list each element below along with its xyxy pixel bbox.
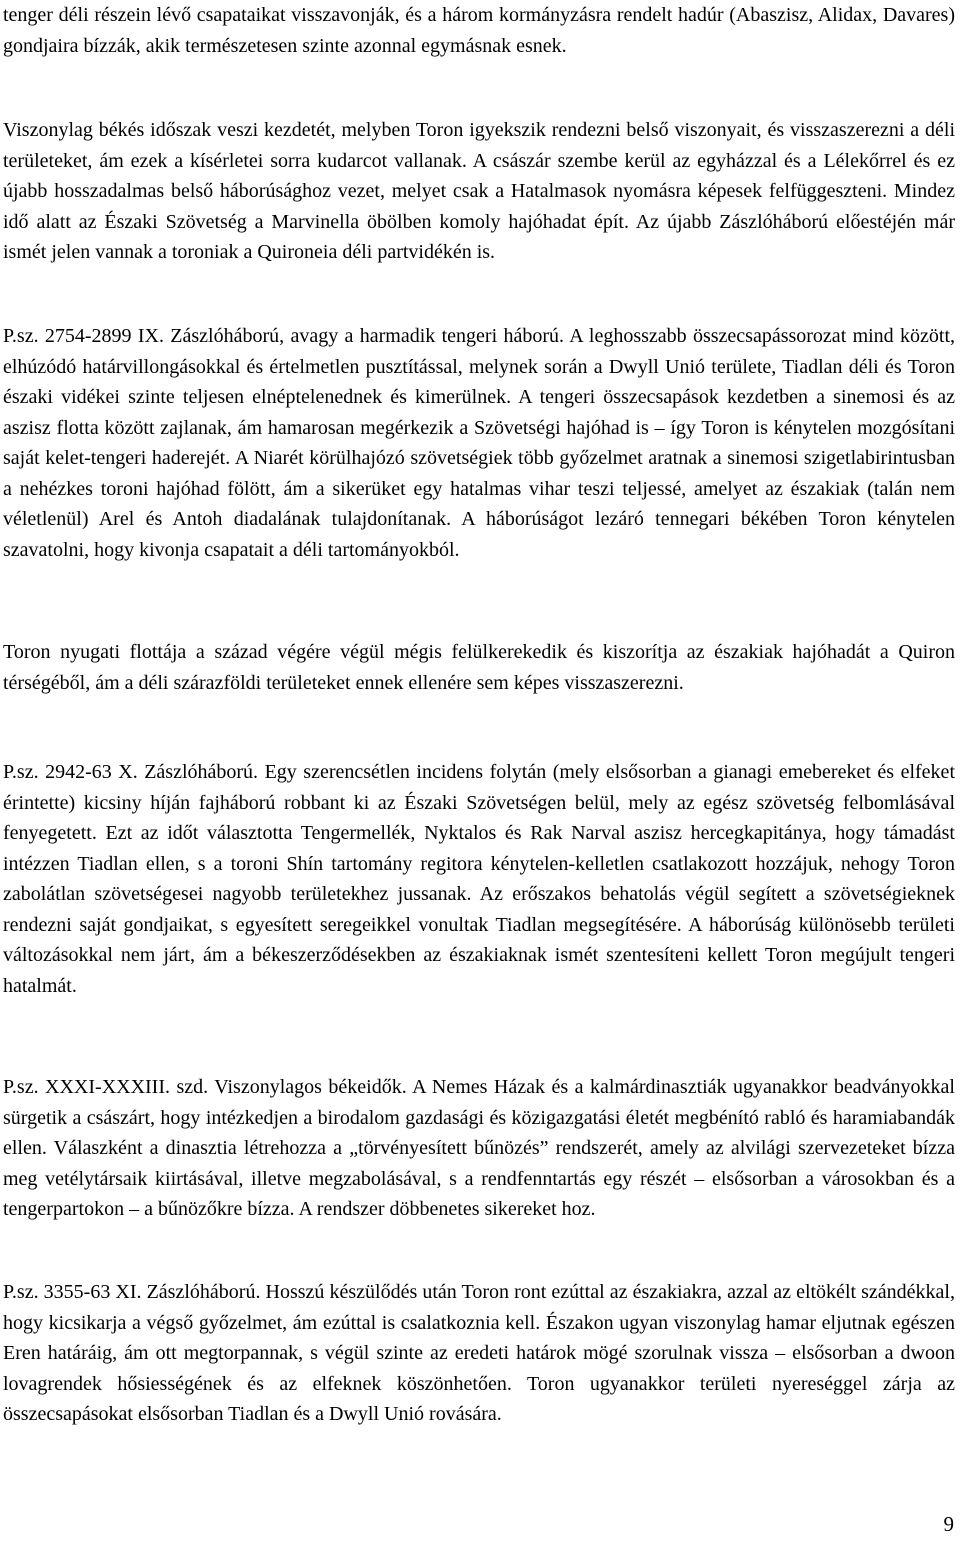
paragraph-peace-times: P.sz. XXXI-XXXIII. szd. Viszonylagos békeidők. A Nemes Házak és a kalmárdinasztiák ugyanakkor beadványokkal sürgetik a császárt, hogy intézkedjen a birodalom gazdasági és közigazgatási életét megbénító rabló és haramiabandák ellen. Válaszként a dinasztia létrehozza a „törvényesített bűnözés” rendszerét, amely az alvilági szervezeteket bízza meg vetélytársaik kiirtásával, illetve megzabolásával, s a rendfenntartás egy részét – elsősorban a városokban és a tengerpartokon – a bűnözőkre bízza. A rendszer döbbenetes sikereket hoz. bbox=[3, 1076, 955, 1220]
paragraph-continuation: tenger déli részein lévő csapataikat visszavonják, és a három kormányzásra rendelt hadúr (Abaszisz, Alidax, Davares) gondjaira bízzák, akik természetesen szinte azonnal egymásnak esnek. bbox=[3, 4, 955, 57]
paragraph-ninth-flag-war: P.sz. 2754-2899 IX. Zászlóháború, avagy a harmadik tengeri háború. A leghosszabb összecsapássorozat mind között, elhúzódó határvillongásokkal és értelmetlen pusztítással, melynek során a Dwyll Unió területe, Tiadlan déli és Toron északi vidékei szinte teljesen elnéptelenednek és kimerülnek. A tengeri összecsapások kezdetben a sinemosi és az aszisz flotta között zajlanak, ám hamarosan megérkezik a Szövetségi hajóhad is – így Toron is kénytelen mozgósítani saját kelet-tengeri haderejét. A Niarét körülhajózó szövetségiek több győzelmet aratnak a sinemosi szigetlabirintusban a nehézkes toroni hajóhad fölött, ám a sikerüket egy hatalmas vihar teszi teljessé, amelyet az északiak (talán nem véletlenül) Arel és Antoh diadalának tulajdonítanak. A háborúságot lezáró tennegari békében Toron kénytelen szavatolni, hogy kivonja csapatait a déli tartományokból. bbox=[3, 325, 955, 561]
paragraph-peace-period: Viszonylag békés időszak veszi kezdetét, melyben Toron igyekszik rendezni belső viszonyait, és visszaszerezni a déli területeket, ám ezek a kísérletei sorra kudarcot vallanak. A császár szembe kerül az egyházzal és a Lélekőrrel és ez újabb hosszadalmas belső háborúsághoz vezet, melyet csak a Hatalmasok nyomásra képesek felfüggeszteni. Mindez idő alatt az Északi Szövetség a Marvinella öbölben komoly hajóhadat épít. Az újabb Zászlóháború előestéjén már ismét jelen vannak a toroniak a Quironeia déli partvidékén is. bbox=[3, 119, 955, 263]
paragraph-tenth-flag-war: P.sz. 2942-63 X. Zászlóháború. Egy szerencsétlen incidens folytán (mely elsősorban a gianagi emebereket és elfeket érintette) kicsiny híján fajháború robbant ki az Északi Szövetségen belül, mely az egész szövetség felbomlásával fenyegetett. Ezt az időt választotta Tengermellék, Nyktalos és Rak Narval aszisz hercegkapitánya, hogy támadást intézzen Tiadlan ellen, s a toroni Shín tartomány regitora kénytelen-kelletlen csatlakozott hozzájuk, nehogy Toron zabolátlan szövetségesei nagyobb területekhez jussanak. Az erőszakos behatolás végül segített a szövetségieknek rendezni saját gondjaikat, s egyesített seregeikkel vonultak Tiadlan megsegítésére. A háborúság különösebb területi változásokkal nem járt, ám a békeszerződésekben az északiaknak ismét szentesíteni kellett Toron megújult tengeri hatalmát. bbox=[3, 761, 955, 997]
paragraph-eleventh-flag-war: P.sz. 3355-63 XI. Zászlóháború. Hosszú készülődés után Toron ront ezúttal az északiakra, azzal az eltökélt szándékkal, hogy kicsikarja a végső győzelmet, ám ezúttal is csalatkoznia kell. Északon ugyan viszonylag hamar eljutnak egészen Eren határáig, ám ott megtorpannak, s végül szinte az eredeti határok mögé szorulnak vissza – elsősorban a dwoon lovagrendek hősiességének és az elfeknek köszönhetően. Toron ugyanakkor területi nyereséggel zárja az összecsapásokat elsősorban Tiadlan és a Dwyll Unió rovására. bbox=[3, 1281, 955, 1425]
page-number: 9 bbox=[943, 1512, 954, 1536]
paragraph-western-fleet: Toron nyugati flottája a század végére végül mégis felülkerekedik és kiszorítja az északiak hajóhadát a Quiron térségéből, ám a déli szárazföldi területeket ennek ellenére sem képes visszaszerezni. bbox=[3, 641, 955, 694]
